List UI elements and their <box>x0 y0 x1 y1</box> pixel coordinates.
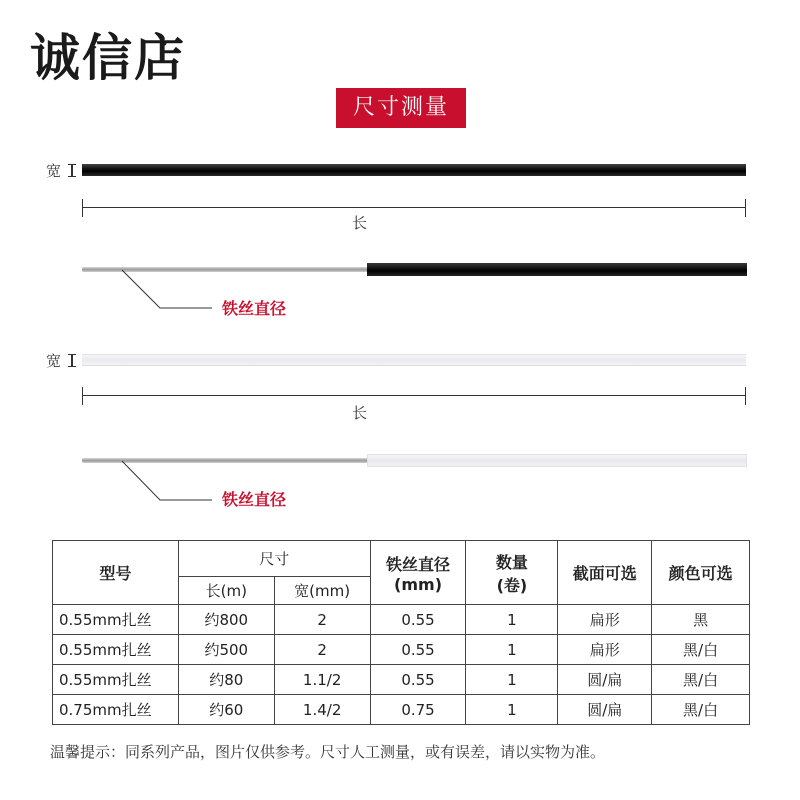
header-wire-diameter: 铁丝直径 (mm) <box>370 541 466 605</box>
cell-width: 2 <box>274 635 370 665</box>
cell-wire: 0.55 <box>370 665 466 695</box>
cell-model: 0.55mm扎丝 <box>53 605 179 635</box>
header-model: 型号 <box>53 541 179 605</box>
cell-length: 约800 <box>178 605 274 635</box>
cell-width: 2 <box>274 605 370 635</box>
header-colors: 颜色可选 <box>652 541 750 605</box>
cell-colors: 黑 <box>652 605 750 635</box>
cell-qty: 1 <box>466 695 558 725</box>
cell-section: 圆/扁 <box>558 665 652 695</box>
width-label: 宽 <box>46 162 62 180</box>
cell-colors: 黑/白 <box>652 665 750 695</box>
cell-qty: 1 <box>466 605 558 635</box>
table-row <box>53 665 750 695</box>
cell-width: 1.4/2 <box>274 695 370 725</box>
cell-model: 0.75mm扎丝 <box>53 695 179 725</box>
cell-colors: 黑/白 <box>652 635 750 665</box>
cell-qty: 1 <box>466 635 558 665</box>
header-length: 长(m) <box>178 577 274 605</box>
cell-section: 扁形 <box>558 605 652 635</box>
cell-model: 0.55mm扎丝 <box>53 665 179 695</box>
cell-length: 约60 <box>178 695 274 725</box>
wire-diameter-callout: 铁丝直径 <box>222 490 287 509</box>
cell-colors: 黑/白 <box>652 695 750 725</box>
section-banner: 尺寸测量 <box>336 88 466 128</box>
cell-qty: 1 <box>466 665 558 695</box>
table-row <box>53 695 750 725</box>
header-section: 截面可选 <box>558 541 652 605</box>
wire-diameter-callout: 铁丝直径 <box>222 299 287 318</box>
table-row <box>53 635 750 665</box>
footer-note: 温馨提示：同系列产品，图片仅供参考。尺寸人工测量，或有误差，请以实物为准。 <box>50 743 606 761</box>
header-size: 尺寸 <box>178 541 370 577</box>
brand-logo: 诚信店 <box>30 28 186 87</box>
cell-length: 约80 <box>178 665 274 695</box>
length-label: 长 <box>352 404 368 422</box>
spec-table <box>52 540 750 725</box>
cell-wire: 0.75 <box>370 695 466 725</box>
header-quantity: 数量 (卷) <box>466 541 558 605</box>
cell-section: 圆/扁 <box>558 695 652 725</box>
cell-model: 0.55mm扎丝 <box>53 635 179 665</box>
length-label: 长 <box>352 214 368 232</box>
cell-wire: 0.55 <box>370 635 466 665</box>
header-width: 宽(mm) <box>274 577 370 605</box>
cell-section: 扁形 <box>558 635 652 665</box>
width-label: 宽 <box>46 352 62 370</box>
cell-width: 1.1/2 <box>274 665 370 695</box>
cell-wire: 0.55 <box>370 605 466 635</box>
cell-length: 约500 <box>178 635 274 665</box>
table-row <box>53 605 750 635</box>
